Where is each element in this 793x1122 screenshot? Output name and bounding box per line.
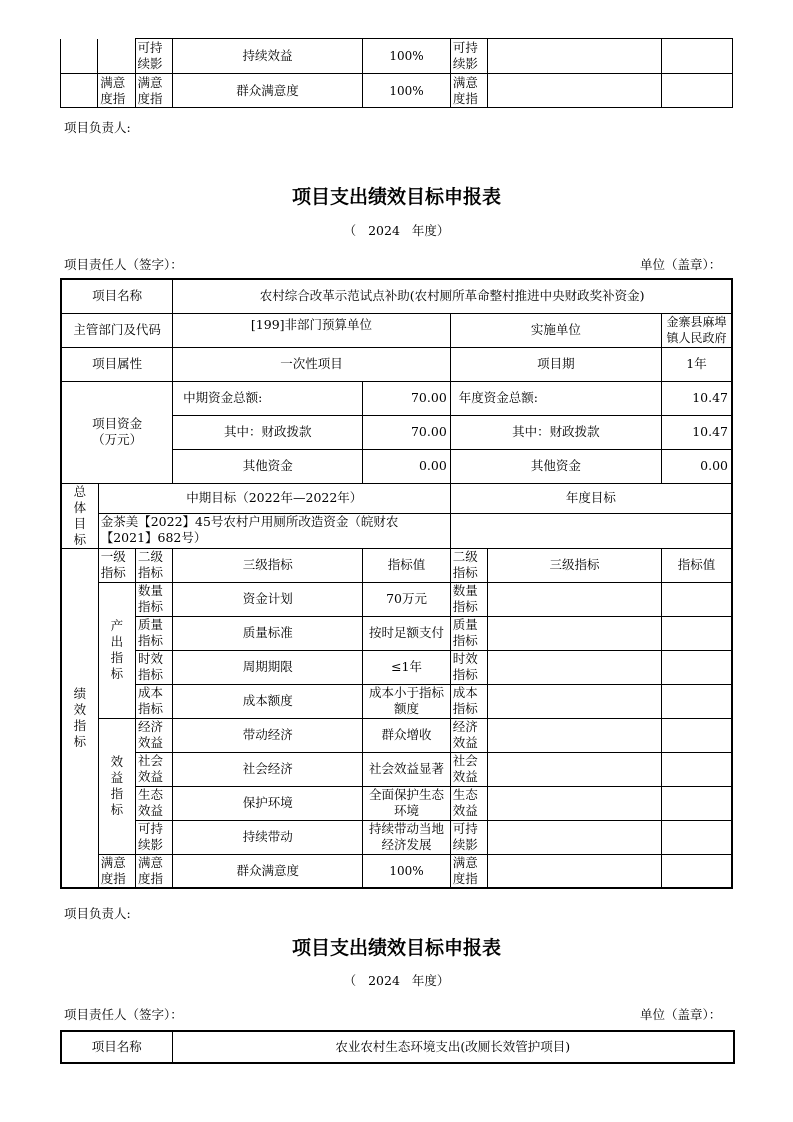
blank-cell xyxy=(662,786,732,820)
level2-cell-right: 可持续影 xyxy=(450,820,487,854)
blank-cell xyxy=(662,854,732,888)
level3-header-right: 三级指标 xyxy=(488,548,662,582)
level3-cell: 社会经济 xyxy=(173,752,363,786)
value-header: 指标值 xyxy=(363,548,451,582)
level2-cell-right: 时效指标 xyxy=(450,650,487,684)
level2-cell-right: 经济效益 xyxy=(450,718,487,752)
level2-header: 二级指标 xyxy=(135,548,172,582)
blank-cell xyxy=(488,74,662,108)
level2-cell: 社会效益 xyxy=(135,752,172,786)
level3-cell: 资金计划 xyxy=(173,582,363,616)
value-cell: 按时足额支付 xyxy=(363,616,451,650)
blank-cell xyxy=(488,616,662,650)
level2-cell: 可持续影 xyxy=(450,39,487,74)
value-cell: 100% xyxy=(363,74,451,108)
level2-cell: 可持续影 xyxy=(135,820,172,854)
responsible-label: 项目责任人（签字）： xyxy=(64,1007,183,1022)
dept-label: 主管部门及代码 xyxy=(61,313,173,347)
blank-cell xyxy=(662,74,733,108)
value-cell: 成本小于指标额度 xyxy=(363,684,451,718)
unit-seal-label: 单位（盖章）： xyxy=(640,257,722,272)
perf-indicator-label: 绩效指标 xyxy=(61,548,98,888)
top-partial-table xyxy=(60,38,733,108)
blank-cell xyxy=(662,39,733,74)
blank-cell xyxy=(488,854,662,888)
value-cell: 全面保护生态环境 xyxy=(363,786,451,820)
blank-cell xyxy=(488,752,662,786)
blank-cell xyxy=(662,718,732,752)
project-leader-label: 项目负责人: xyxy=(64,120,131,135)
year-line: （ 2024 年度） xyxy=(343,973,450,988)
value-cell: 社会效益显著 xyxy=(363,752,451,786)
level2-cell-right: 数量指标 xyxy=(450,582,487,616)
period-value: 1年 xyxy=(662,347,732,381)
blank-cell xyxy=(488,39,662,74)
mid-goal-text: 金茶美【2022】45号农村户用厕所改造资金（皖财农【2021】682号） xyxy=(98,513,450,548)
level3-cell: 持续带动 xyxy=(173,820,363,854)
level2-cell: 满意度指 xyxy=(450,74,487,108)
level2-cell-right: 生态效益 xyxy=(450,786,487,820)
level1-header: 一级指标 xyxy=(98,548,135,582)
level1-cell: 满意度指 xyxy=(98,74,135,108)
value-cell: ≤1年 xyxy=(363,650,451,684)
project-name-value: 农业农村生态环境支出(改厕长效管护项目) xyxy=(172,1031,734,1063)
value-cell: 群众增收 xyxy=(363,718,451,752)
attr-value: 一次性项目 xyxy=(173,347,451,381)
impl-unit-label: 实施单位 xyxy=(450,313,661,347)
year-fiscal-label: 其中：财政拨款 xyxy=(450,415,661,449)
blank-cell xyxy=(488,684,662,718)
level2-cell: 成本指标 xyxy=(135,684,172,718)
level3-header: 三级指标 xyxy=(173,548,363,582)
mid-goal-header: 中期目标（2022年—2022年） xyxy=(98,483,450,513)
level3-cell: 保护环境 xyxy=(173,786,363,820)
level2-cell: 质量指标 xyxy=(135,616,172,650)
form-title: 项目支出绩效目标申报表 xyxy=(291,186,501,208)
impl-unit-value: 金寨县麻埠镇人民政府 xyxy=(662,313,732,347)
form-title: 项目支出绩效目标申报表 xyxy=(291,937,501,959)
blank-cell xyxy=(488,582,662,616)
level3-cell: 持续效益 xyxy=(172,39,362,74)
dept-value: [199]非部门预算单位 xyxy=(173,313,451,347)
year-other-label: 其他资金 xyxy=(450,449,661,483)
project-leader-label: 项目负责人: xyxy=(64,906,131,921)
mid-total-label: 中期资金总额: xyxy=(173,381,363,415)
level2-cell-right: 满意度指 xyxy=(450,854,487,888)
value-cell: 70万元 xyxy=(363,582,451,616)
unit-seal-label: 单位（盖章）： xyxy=(640,1007,722,1022)
blank-cell xyxy=(488,718,662,752)
level2-cell: 生态效益 xyxy=(135,786,172,820)
blank-cell xyxy=(662,650,732,684)
level2-cell: 满意度指 xyxy=(135,74,172,108)
level2-cell: 经济效益 xyxy=(135,718,172,752)
level2-cell-right: 成本指标 xyxy=(450,684,487,718)
responsible-label: 项目责任人（签字）： xyxy=(64,257,183,272)
value-cell: 持续带动当地经济发展 xyxy=(363,820,451,854)
year-total-label: 年度资金总额: xyxy=(450,381,661,415)
level3-cell: 带动经济 xyxy=(173,718,363,752)
project-name-label: 项目名称 xyxy=(61,279,173,313)
blank-cell xyxy=(61,39,98,74)
level2-cell-right: 社会效益 xyxy=(450,752,487,786)
mid-fiscal-value: 70.00 xyxy=(363,415,451,449)
year-goal-header: 年度目标 xyxy=(450,483,732,513)
blank-cell xyxy=(98,39,135,74)
blank-cell xyxy=(662,616,732,650)
level3-cell: 成本额度 xyxy=(173,684,363,718)
blank-cell xyxy=(488,786,662,820)
project-name-label: 项目名称 xyxy=(61,1031,172,1063)
performance-form-table xyxy=(60,278,733,889)
overall-goal-label: 总体目标 xyxy=(61,483,98,548)
period-label: 项目期 xyxy=(450,347,661,381)
fund-label: 项目资金（万元） xyxy=(61,381,173,483)
level2-cell: 满意度指 xyxy=(135,854,172,888)
benefit-indicator-label: 效益指标 xyxy=(98,718,135,854)
attr-label: 项目属性 xyxy=(61,347,173,381)
blank-cell xyxy=(662,684,732,718)
level3-cell: 质量标准 xyxy=(173,616,363,650)
performance-form-table-2 xyxy=(60,1030,735,1064)
year-other-value: 0.00 xyxy=(662,449,732,483)
mid-fiscal-label: 其中：财政拨款 xyxy=(173,415,363,449)
year-line: （ 2024 年度） xyxy=(343,223,450,238)
mid-other-label: 其他资金 xyxy=(173,449,363,483)
year-total-value: 10.47 xyxy=(662,381,732,415)
level3-cell: 群众满意度 xyxy=(173,854,363,888)
blank-cell xyxy=(662,820,732,854)
level2-cell: 时效指标 xyxy=(135,650,172,684)
level2-cell: 可持续影 xyxy=(135,39,172,74)
level2-cell: 数量指标 xyxy=(135,582,172,616)
value-cell: 100% xyxy=(363,39,451,74)
mid-total-value: 70.00 xyxy=(363,381,451,415)
value-header-right: 指标值 xyxy=(662,548,732,582)
blank-cell xyxy=(662,752,732,786)
blank-cell xyxy=(488,820,662,854)
output-indicator-label: 产出指标 xyxy=(98,582,135,718)
level1-cell: 满意度指 xyxy=(98,854,135,888)
level2-cell-right: 质量指标 xyxy=(450,616,487,650)
level2-header-right: 二级指标 xyxy=(450,548,487,582)
blank-cell xyxy=(61,74,98,108)
level3-cell: 群众满意度 xyxy=(172,74,362,108)
year-goal-text xyxy=(450,513,732,548)
blank-cell xyxy=(662,582,732,616)
mid-other-value: 0.00 xyxy=(363,449,451,483)
level3-cell: 周期期限 xyxy=(173,650,363,684)
year-fiscal-value: 10.47 xyxy=(662,415,732,449)
project-name-value: 农村综合改革示范试点补助(农村厕所革命整村推进中央财政奖补资金) xyxy=(173,279,732,313)
value-cell: 100% xyxy=(363,854,451,888)
blank-cell xyxy=(488,650,662,684)
